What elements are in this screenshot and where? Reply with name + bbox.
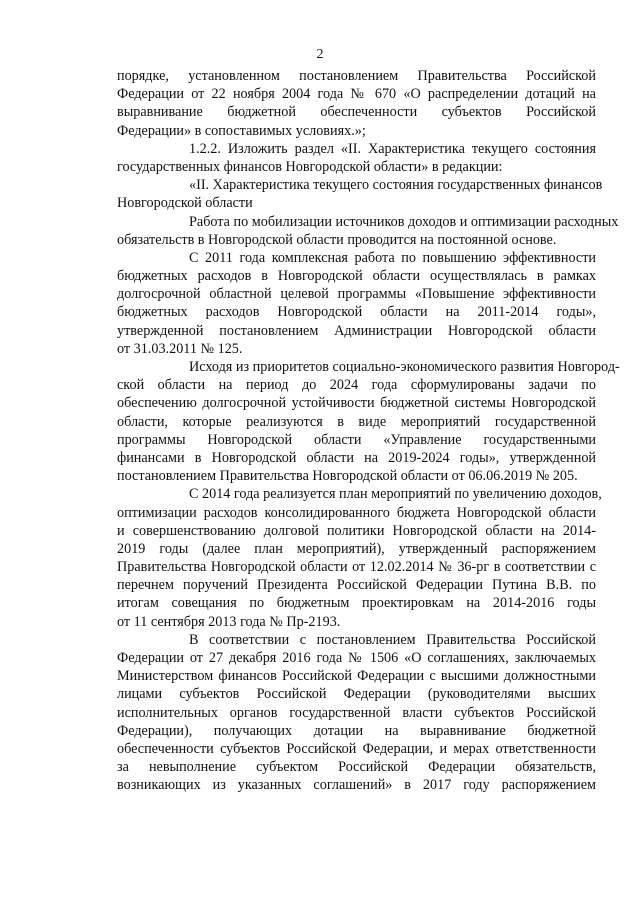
text-line: С 2014 года реализуется план мероприятий по увеличению доходов, — [189, 486, 602, 503]
text-line: бюджетных расходов Новгородской области на 2011-2014 годы», — [117, 304, 596, 321]
text-line: С 2011 года комплексная работа по повышению эффективности — [189, 249, 596, 266]
text-line: 2019 годы (далее план мероприятий), утвержденный распоряжением — [117, 540, 596, 557]
text-line: возникающих из указанных соглашений» в 2017 году распоряжением — [117, 777, 596, 794]
text-line: обеспеченности субъектов Российской Федерации, и мерах ответственности — [117, 740, 596, 757]
text-line: долгосрочной областной целевой программы «Повышение эффективности — [117, 286, 596, 303]
text-line: Федерации» в сопоставимых условиях.»; — [117, 122, 366, 139]
text-line: постановлением Правительства Новгородской области от 06.06.2019 № 205. — [117, 468, 578, 485]
text-line: утвержденной постановлением Администрации Новгородской области — [117, 322, 596, 339]
text-line: перечнем поручений Президента Российской Федерации Путина В.В. по — [117, 577, 596, 594]
text-line: обязательств в Новгородской области проводится на постоянной основе. — [117, 231, 557, 248]
text-line: обеспечению долгосрочной устойчивости бюджетной системы Новгородской — [117, 395, 596, 412]
text-line: государственных финансов Новгородской области» в редакции: — [117, 158, 503, 175]
text-line: порядке, установленном постановлением Правительства Российской — [117, 68, 596, 84]
text-line: от 11 сентября 2013 года № Пр-2193. — [117, 613, 341, 630]
text-line: финансами в Новгородской области на 2019-2024 годы», утвержденной — [117, 449, 596, 466]
text-line: Федерации от 27 декабря 2016 года № 1506 «О соглашениях, заключаемых — [117, 650, 596, 666]
text-line: бюджетных расходов в Новгородской области осуществлялась в рамках — [117, 268, 596, 285]
text-line: Работа по мобилизации источников доходов и оптимизации расходных — [189, 213, 619, 230]
text-line: исполнительных органов государственной власти субъектов Российской — [117, 704, 596, 721]
text-line: «II. Характеристика текущего состояния государственных финансов — [189, 177, 603, 194]
text-line: ской области на период до 2024 года сформулированы задачи по — [117, 377, 596, 394]
text-line: Федерации от 22 ноября 2004 года № 670 «О распределении дотаций на — [117, 86, 596, 103]
text-line: выравнивание бюджетной обеспеченности субъектов Российской — [117, 104, 596, 121]
text-line: Новгородской области — [117, 195, 253, 212]
text-line: Федерации), получающих дотации на выравнивание бюджетной — [117, 722, 596, 739]
text-line: и совершенствованию долговой политики Новгородской области на 2014- — [117, 522, 596, 539]
text-line: Исходя из приоритетов социально-экономического развития Новгород- — [189, 359, 620, 375]
text-line: программы Новгородской области «Управление государственными — [117, 431, 596, 448]
text-line: Министерством финансов Российской Федерации с высшими должностными — [117, 668, 596, 685]
text-line: от 31.03.2011 № 125. — [117, 340, 243, 357]
text-line: области, которые реализуются в виде мероприятий государственной — [117, 413, 596, 430]
text-line: В соответствии с постановлением Правительства Российской — [189, 631, 596, 648]
document-body — [117, 67, 620, 795]
text-line: 1.2.2. Изложить раздел «II. Характеристика текущего состояния — [189, 140, 596, 157]
text-line: Правительства Новгородской области от 12.02.2014 № 36-рг в соответствии с — [117, 559, 596, 576]
page-number: 2 — [316, 47, 324, 62]
text-line: итогам совещания по бюджетным проектировкам на 2014-2016 годы — [117, 595, 596, 612]
text-line: лицами субъектов Российской Федерации (руководителями высших — [117, 686, 596, 703]
text-line: оптимизации расходов консолидированного бюджета Новгородской области — [117, 504, 596, 521]
text-line: за невыполнение субъектом Российской Федерации обязательств, — [117, 759, 596, 776]
